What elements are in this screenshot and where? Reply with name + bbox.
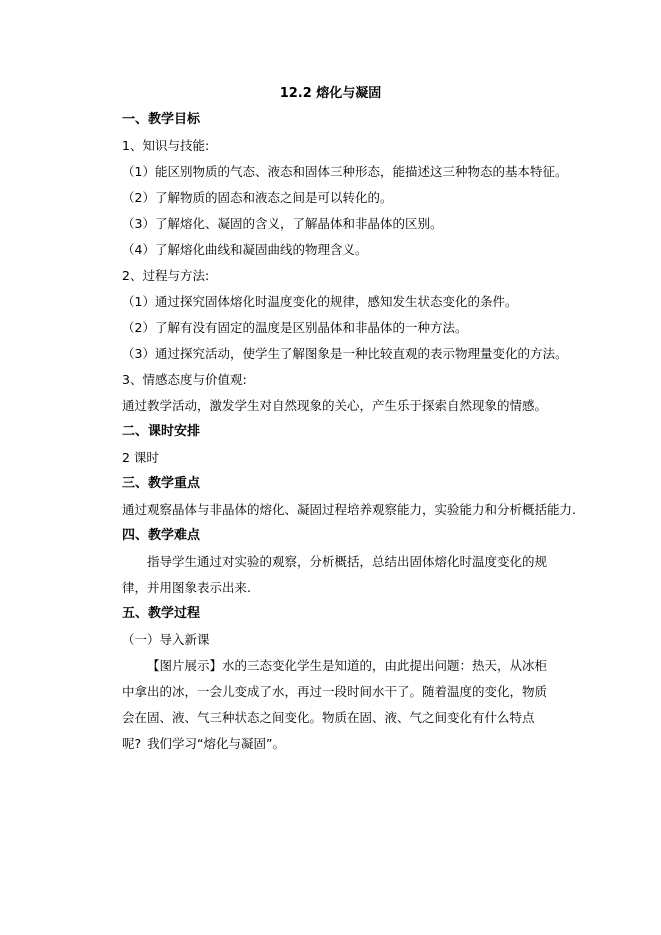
section-heading-process: 五、教学过程 <box>122 606 201 621</box>
introduction-paragraph: 【图片展示】水的三态变化学生是知道的，由此提出问题：热天，从冰柜中拿出的冰，一会儿变成了水，再过一段时间水干了。随着温度的变化，物质会在固、液、气三种状态之间变化。物质在固、液、气之间变化有什么特点呢? <box>122 658 548 751</box>
section-heading-schedule: 二、课时安排 <box>122 424 201 439</box>
subheading-process-methods: 2、过程与方法: <box>122 268 210 283</box>
document-title: 12.2 熔化与凝固 <box>279 86 382 101</box>
key-points-text: 通过观察晶体与非晶体的熔化、凝固过程培养观察能力，实验能力和分析概括能力. <box>122 502 576 517</box>
difficulties-text: 指导学生通过对实验的观察，分析概括，总结出固体熔化时温度变化的规律，并用图象表示出来. <box>122 554 548 595</box>
objective-item: （3）了解熔化、凝固的含义，了解晶体和非晶体的区别。 <box>122 216 443 231</box>
section-heading-difficulties: 四、教学难点 <box>122 528 201 543</box>
objective-item: （2）了解有没有固定的温度是区别晶体和非晶体的一种方法。 <box>122 320 468 335</box>
objective-item: （1）通过探究固体熔化时温度变化的规律，感知发生状态变化的条件。 <box>122 294 518 309</box>
objective-item: （2）了解物质的固态和液态之间是可以转化的。 <box>122 190 393 205</box>
closing-text: 我们学习“熔化与凝固”。 <box>147 736 285 751</box>
subheading-emotion-values: 3、情感态度与价值观: <box>122 372 247 387</box>
objective-item: （3）通过探究活动，使学生了解图象是一种比较直观的表示物理量变化的方法。 <box>122 346 568 361</box>
objective-item: （4）了解熔化曲线和凝固曲线的物理含义。 <box>122 242 368 257</box>
subheading-introduction: （一）导入新课 <box>122 632 210 647</box>
section-heading-objectives: 一、教学目标 <box>122 112 201 127</box>
section-heading-key-points: 三、教学重点 <box>122 476 201 491</box>
subheading-knowledge-skills: 1、知识与技能: <box>122 138 210 153</box>
objective-item: （1）能区别物质的气态、液态和固体三种形态，能描述这三种物态的基本特征。 <box>122 164 568 179</box>
schedule-text: 2 课时 <box>122 450 159 465</box>
emotion-values-text: 通过教学活动，激发学生对自然现象的关心，产生乐于探索自然现象的情感。 <box>122 398 548 413</box>
